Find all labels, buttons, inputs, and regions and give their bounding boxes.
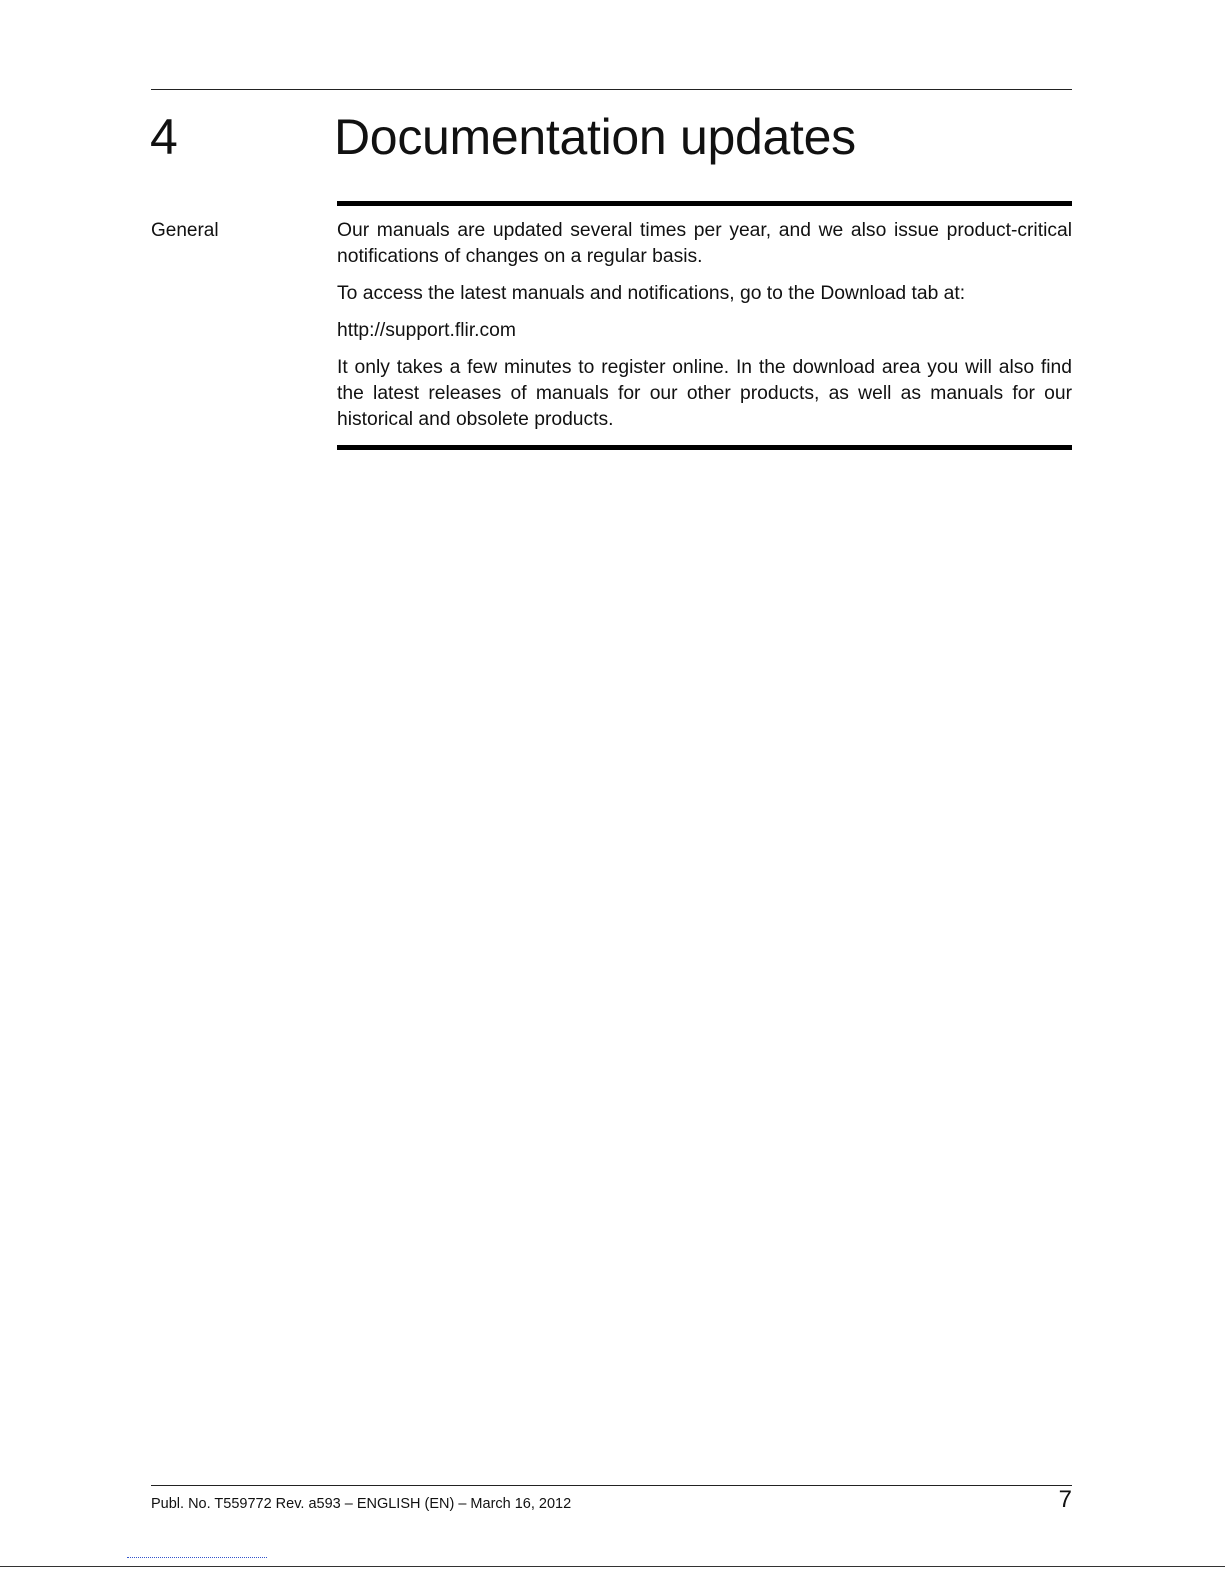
header-rule	[151, 89, 1072, 90]
section-body	[337, 218, 1072, 444]
paragraph-register: It only takes a few minutes to register online. In the download area you will also find the latest releases of manuals for our other products, as well as manuals for our historical and obsolete products.	[337, 357, 1072, 430]
footer-rule	[151, 1485, 1072, 1486]
section-top-rule	[337, 201, 1072, 206]
chapter-number: 4	[150, 109, 178, 165]
chapter-title: Documentation updates	[334, 109, 856, 165]
publication-info: Publ. No. T559772 Rev. a593 – ENGLISH (EN) – March 16, 2012	[151, 1496, 572, 1512]
section-heading: General	[151, 220, 219, 241]
support-url-link[interactable]: http://support.flir.com	[337, 320, 516, 341]
page-edge-rule	[0, 1566, 1225, 1567]
link-underline-artifact	[127, 1557, 267, 1558]
page-number: 7	[1058, 1486, 1072, 1513]
section-bottom-rule	[337, 445, 1072, 450]
paragraph-access: To access the latest manuals and notifications, go to the Download tab at:	[337, 283, 966, 304]
paragraph-intro: Our manuals are updated several times per year, and we also issue product-critical notifications of changes on a regular basis.	[337, 220, 1072, 267]
